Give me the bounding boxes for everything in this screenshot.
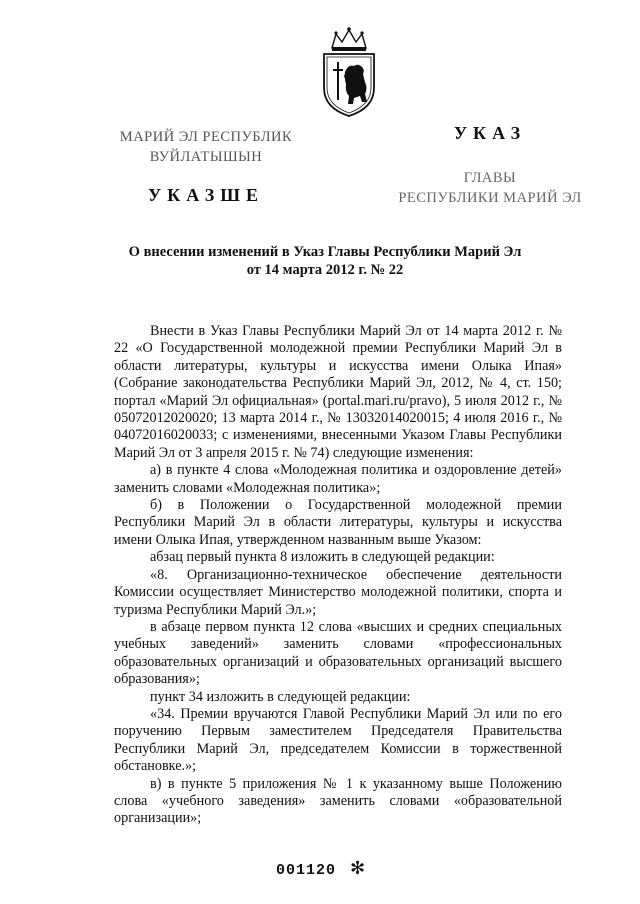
paragraph: Внести в Указ Главы Республики Марий Эл от 14 марта 2012 г. № 22 «О Государственной молодежной премии Республики Марий Эл в области литературы, культуры и искусства имени Олыка Ипая» (Собрание законодательства Республики Марий Эл, 2012, № 4, ст. 150; портал «Марий Эл официальная» (portal.mari.ru/pravo), 5 июля 2012 г., № 05072012020020; 13 марта 2014 г., № 13032014020015; 4 июля 2016 г., № 04072016020033; с изменениями, внесенными Указом Главы Республики Марий Эл от 3 апреля 2015 г. № 74) следующие изменения: bbox=[114, 323, 562, 461]
document-title-line2: от 14 марта 2012 г. № 22 bbox=[246, 262, 404, 278]
paragraph: «34. Премии вручаются Главой Республики Марий Эл или по его поручению Первым заместителем Председателя Правительства Республики Марий Эл, председателем Комиссии в торжественной обстановке.»; bbox=[114, 705, 562, 775]
header-left-line1: МАРИЙ ЭЛ РЕСПУБЛИК bbox=[119, 129, 293, 145]
serial-number: 001120 bbox=[276, 862, 337, 879]
paragraph: а) в пункте 4 слова «Молодежная политика и оздоровление детей» заменить словами «Молодежная политика»; bbox=[114, 462, 562, 496]
paragraph: б) в Положении о Государственной молодежной премии Республики Марий Эл в области литературы, культуры и искусства имени Олыка Ипая, утвержденном названным выше Указом: bbox=[114, 497, 562, 548]
republic-coat-of-arms-icon bbox=[318, 26, 380, 118]
paragraph: «8. Организационно-техническое обеспечение деятельности Комиссии осуществляет Министерство молодежной политики, спорта и туризма Республики Марий Эл.»; bbox=[114, 566, 562, 618]
document-title bbox=[80, 243, 570, 279]
header-right-title: УКАЗ bbox=[453, 123, 527, 143]
header-left-block bbox=[96, 127, 316, 206]
document-body bbox=[114, 323, 562, 828]
star-mark-icon: ✻ bbox=[350, 858, 367, 879]
header-right-line1: ГЛАВЫ bbox=[463, 170, 517, 186]
paragraph: в абзаце первом пункта 12 слова «высших и средних специальных учебных заведений» заменить словами «профессиональных образовательных организаций и образовательных организаций высшего образования»; bbox=[114, 618, 562, 688]
header-left-title: УКАЗШЕ bbox=[147, 185, 265, 205]
paragraph: абзац первый пункта 8 изложить в следующей редакции: bbox=[150, 549, 495, 566]
paragraph: в) в пункте 5 приложения № 1 к указанному выше Положению слова «учебного заведения» заменить словами «образовательной организации»; bbox=[114, 775, 562, 827]
header-left-line2: ВУЙЛАТЫШЫН bbox=[149, 149, 263, 165]
paragraph: пункт 34 изложить в следующей редакции: bbox=[150, 688, 411, 705]
coat-of-arms-emblem bbox=[318, 26, 380, 118]
header-right-line2: РЕСПУБЛИКИ МАРИЙ ЭЛ bbox=[398, 190, 582, 206]
document-serial-footer bbox=[276, 858, 396, 879]
document-title-line1: О внесении изменений в Указ Главы Республики Марий Эл bbox=[128, 244, 522, 260]
header-right-block bbox=[370, 123, 610, 208]
